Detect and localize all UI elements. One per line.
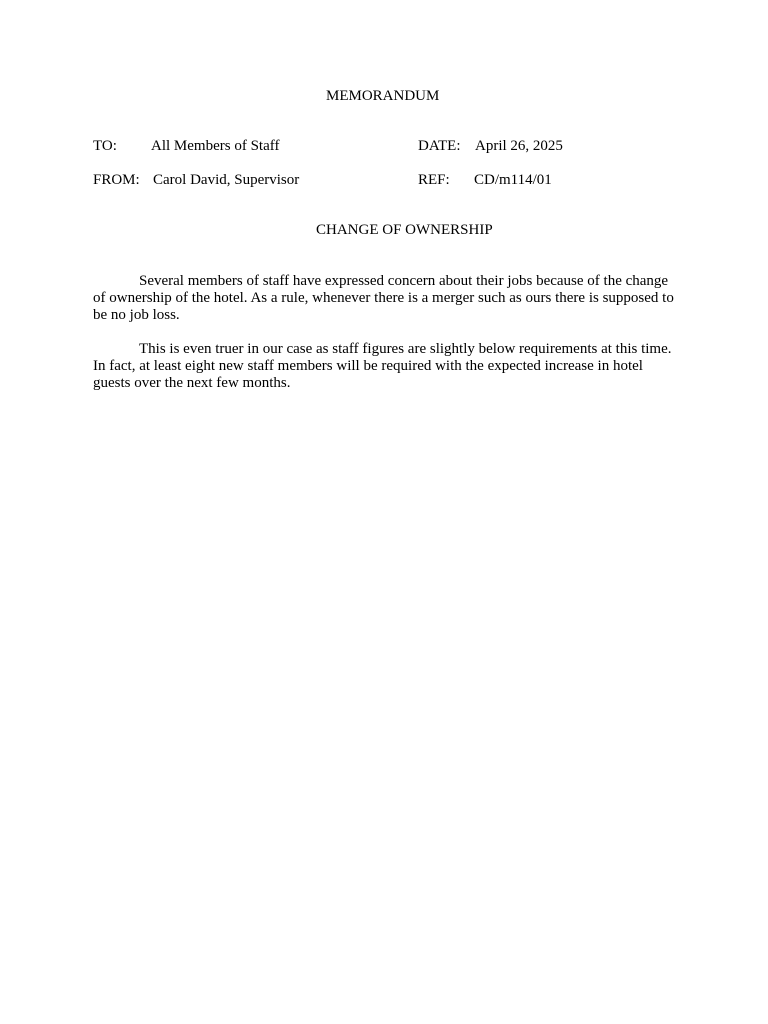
from-ref-row (93, 172, 693, 189)
memo-title: MEMORANDUM (326, 88, 440, 104)
memo-body (93, 273, 675, 409)
date-value: April 26, 2025 (475, 138, 563, 154)
ref-label: REF: (418, 172, 450, 188)
memo-subject: CHANGE OF OWNERSHIP (316, 222, 493, 238)
to-date-row (93, 138, 693, 155)
ref-value: CD/m114/01 (474, 172, 552, 188)
to-label: TO: (93, 138, 117, 154)
from-value: Carol David, Supervisor (153, 172, 300, 188)
body-paragraph-1: Several members of staff have expressed concern about their jobs because of the change of ownership of the hotel. As a rule, whenever there is a merger such as ours there is supposed to be no job loss. (93, 273, 674, 323)
date-label: DATE: (418, 138, 461, 154)
to-value: All Members of Staff (151, 138, 280, 154)
from-label: FROM: (93, 172, 140, 188)
body-paragraph-2: This is even truer in our case as staff figures are slightly below requirements at this time. In fact, at least eight new staff members will be required with the expected increase in hotel guests over the next few months. (93, 341, 672, 391)
